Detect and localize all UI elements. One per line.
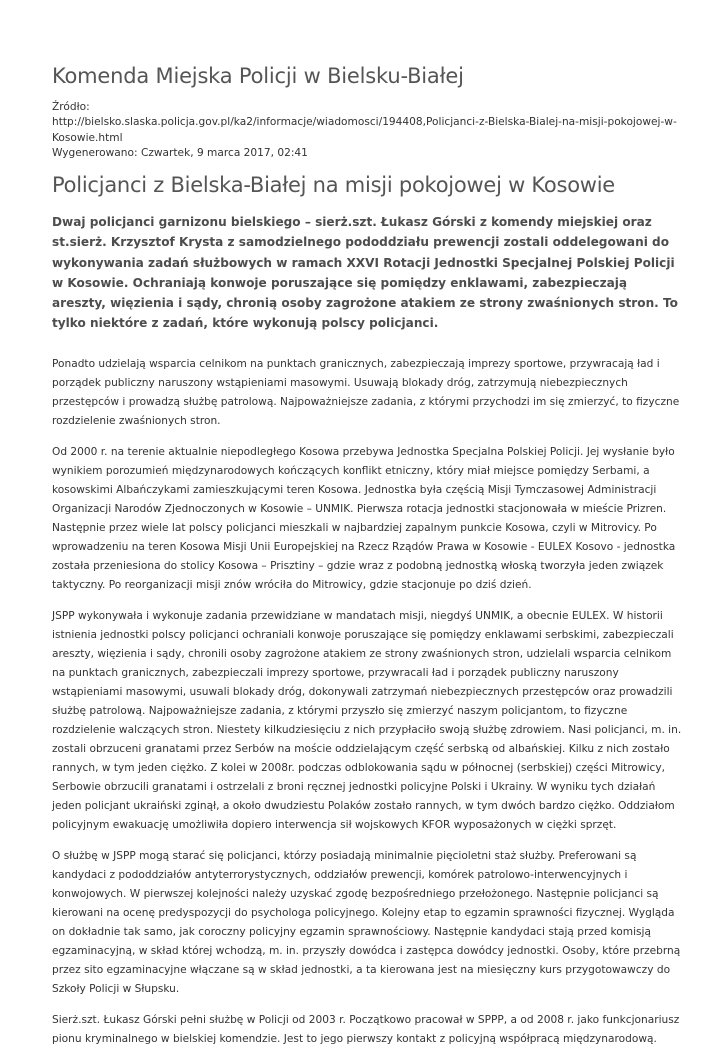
site-title: Komenda Miejska Policji w Bielsku-Białej [52,64,464,88]
article-paragraph: Od 2000 r. na terenie aktualnie niepodległego Kosowa przebywa Jednostka Specjalna Polskiej Policji. Jej wysłanie było wynikiem porozumień międzynarodowych kończących konflikt etniczny, który miał miejsce pomiędzy Serbami, a kosowskimi Albańczykami zamieszkującymi teren Kosowa. Jednostka była częścią Misji Tymczasowej Administracji Organizacji Narodów Zjednoczonych w Kosowie – UNMIK. Pierwsza rotacja jednostki stacjonowała w mieście Prizren. Następnie przez wiele lat polscy policjanci mieszkali w najbardziej zapalnym punkcie Kosowa, czyli w Mitrovicy. Po wprowadzeniu na teren Kosowa Misji Unii Europejskiej na Rzecz Rządów Prawa w Kosowie - EULEX Kosovo - jednostka została przeniesiona do stolicy Kosowa – Prisztiny – gdzie wraz z podobną jednostką włoską tworzyła jeden związek taktyczny. Po reorganizacji misji znów wróciła do Mitrowicy, gdzie stacjonuje po dziś dzień. [52,446,676,592]
article-paragraph: O służbę w JSPP mogą starać się policjanci, którzy posiadają minimalnie pięcioletni staż służby. Preferowani są kandydaci z pododdziałów antyterrorystycznych, oddziałów prewencji, komórek patrolowo-interwencyjnych i konwojowych. W pierwszej kolejności należy uzyskać zgodę bezpośredniego przełożonego. Następnie policjanci są kierowani na ocenę predyspozycji do psychologa policyjnego. Kolejny etap to egzamin sprawności fizycznej. Wygląda on dokładnie tak samo, jak coroczny policyjny egzamin sprawnościowy. Następnie kandydaci stają przed komisją egzaminacyjną, w skład której wchodzą, m. in. przyszły dowódca i zastępca dowódcy jednostki. Osoby, które przebrną przez sito egzaminacyjne włączane są w skład jednostki, a ta kierowana jest na miesięczny kurs przygotowawczy do Szkoły Policji w Słupsku. [52,850,681,996]
article-paragraph: Ponadto udzielają wsparcia celnikom na punktach granicznych, zabezpieczają imprezy sportowe, przywracają ład i porządek publiczny naruszony wstąpieniami masowymi. Usuwają blokady dróg, zatrzymują niebezpiecznych przestępców i prowadzą służbę patrolową. Najpoważniejsze zadania, z którymi przychodzi im się zmierzyć, to fizyczne rozdzielenie zwaśnionych stron. [52,358,680,428]
document-meta [52,100,683,161]
article-title: Policjanci z Bielska-Białej na misji pokojowej w Kosowie [52,173,615,198]
source-label: Źródło: [52,101,90,113]
article-paragraph: Sierż.szt. Łukasz Górski pełni służbę w Policji od 2003 r. Początkowo pracował w SPPP, a od 2008 r. jako funkcjonariusz pionu kryminalnego w bielskiej komendzie. Jest to jego pierwszy kontakt z policyjną współpracą międzynarodową. [52,1014,680,1046]
article-lead: Dwaj policjanci garnizonu bielskiego – sierż.szt. Łukasz Górski z komendy miejskiej oraz st.sierż. Krzysztof Krysta z samodzielnego pododdziału prewencji zostali oddelegowani do wykonywania zadań służbowych w ramach XXVI Rotacji Jednostki Specjalnej Polskiej Policji w Kosowie. Ochraniają konwoje poruszające się pomiędzy enklawami, zabezpieczają areszty, więzienia i sądy, chronią osoby zagrożone atakiem ze strony zwaśnionych stron. To tylko niektóre z zadań, które wykonują polscy policjanci. [52,215,678,331]
source-url: http://bielsko.slaska.policja.gov.pl/ka2/informacje/wiadomosci/194408,Policjanci-z-Bielska-Bialej-na-misji-pokojowej-w-Kosowie.html [52,116,677,144]
generated-label: Wygenerowano: [52,146,138,159]
generated-line [52,146,683,161]
article-paragraph: JSPP wykonywała i wykonuje zadania przewidziane w mandatach misji, niegdyś UNMIK, a obecnie EULEX. W historii istnienia jednostki polscy policjanci ochraniali konwoje poruszające się pomiędzy enklawami serbskimi, zabezpieczali areszty, więzienia i sądy, chronili osoby zagrożone atakiem ze strony zwaśnionych stron, udzielali wsparcia celnikom na punktach granicznych, zabezpieczali imprezy sportowe, przywracali ład i porządek publiczny naruszony wstąpieniami masowymi, usuwali blokady dróg, dokonywali zatrzymań niebezpiecznych przestępców oraz prowadzili służbę patrolową. Najpoważniejsze zadania, z którymi przyszło się zmierzyć naszym policjantom, to fizyczne rozdzielenie walczących stron. Niestety kilkudziesięciu z nich przypłaciło swoją służbę zdrowiem. Nasi policjanci, m. in. zostali obrzuceni granatami przez Serbów na moście oddzielającym część serbską od albańskiej. Kilku z nich zostało rannych, w tym jeden ciężko. Z kolei w 2008r. podczas odblokowania sądu w północnej (serbskiej) części Mitrowicy, Serbowie obrzucili granatami i ostrzelali z broni ręcznej jednostki policyjne Polski i Ukrainy. W wyniku tych działań jeden policjant ukraiński zginął, a około dwudziestu Polaków zostało rannych, w tym dwóch bardzo ciężko. Oddziałom policyjnym ewakuację umożliwiła dopiero interwencja sił wojskowych KFOR wyposażonych w ciężki sprzęt. [52,610,682,832]
generated-value: Czwartek, 9 marca 2017, 02:41 [140,146,308,159]
